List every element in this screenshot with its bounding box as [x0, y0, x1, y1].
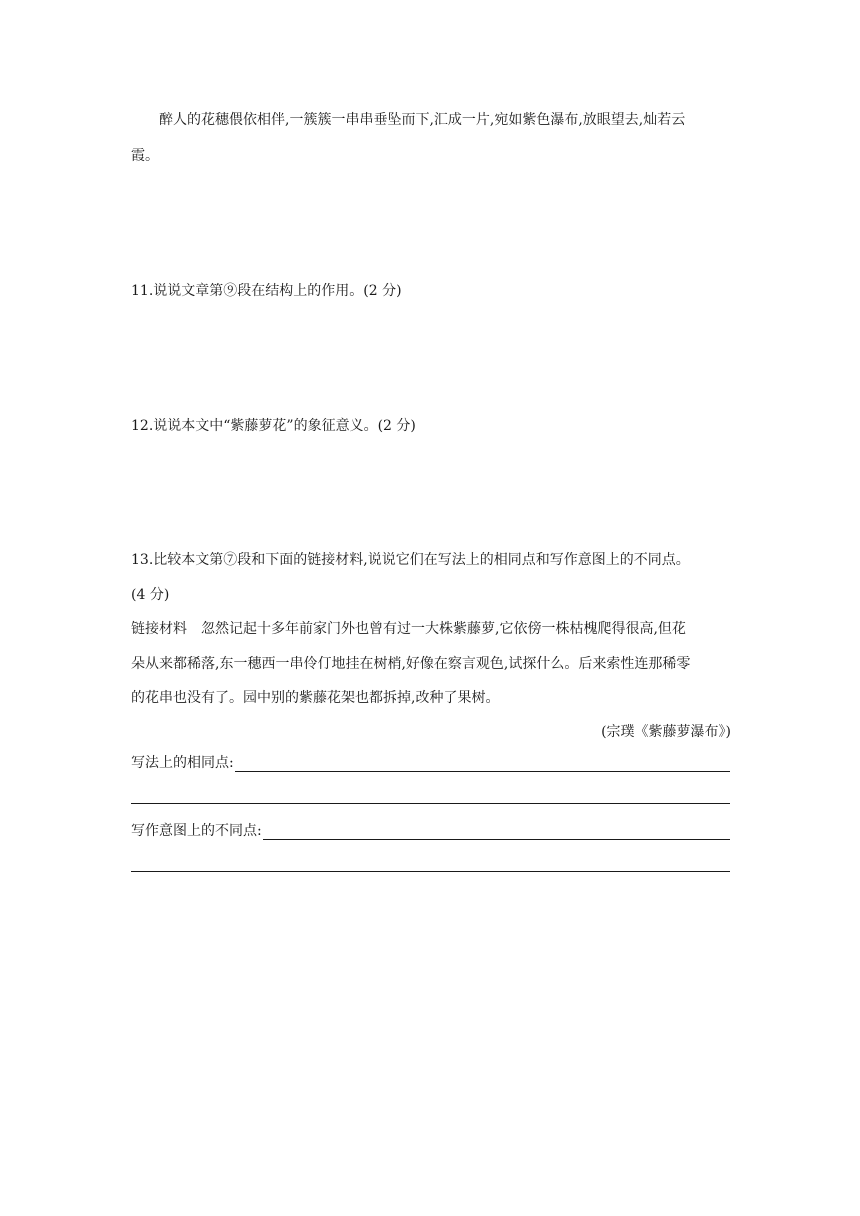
difference-answer-blank[interactable]: [263, 822, 730, 840]
question-12: 12.说说本文中“紫藤萝花”的象征意义。(2 分): [131, 418, 416, 434]
question-13-line-1: 13.比较本文第⑦段和下面的链接材料,说说它们在写法上的相同点和写作意图上的不同点。: [131, 552, 690, 568]
difference-answer-row: [131, 820, 730, 840]
question-13-line-2: (4 分): [131, 587, 170, 603]
difference-answer-line-2[interactable]: [131, 871, 730, 872]
link-material-line-3: 的花串也没有了。园中别的紫藤花架也都拆掉,改种了果树。: [131, 690, 500, 706]
similarity-answer-blank[interactable]: [235, 754, 730, 772]
link-material-line-1: 链接材料 忽然记起十多年前家门外也曾有过一大株紫藤萝,它依傍一株枯槐爬得很高,但花: [131, 621, 686, 637]
link-material-source: (宗璞《紫藤萝瀑布》): [601, 724, 731, 740]
similarity-answer-line-2[interactable]: [131, 803, 730, 804]
question-11: 11.说说文章第⑨段在结构上的作用。(2 分): [131, 283, 402, 299]
similarity-label: 写法上的相同点:: [131, 755, 234, 771]
similarity-answer-row: [131, 752, 730, 772]
difference-label: 写作意图上的不同点:: [131, 823, 262, 839]
link-material-line-2: 朵从来都稀落,东一穗西一串伶仃地挂在树梢,好像在察言观色,试探什么。后来索性连那稀零: [131, 656, 691, 672]
excerpt-line-2: 霞。: [131, 148, 159, 164]
excerpt-line-1: 醉人的花穗偎依相伴,一簇簇一串串垂坠而下,汇成一片,宛如紫色瀑布,放眼望去,灿若云: [159, 112, 686, 128]
